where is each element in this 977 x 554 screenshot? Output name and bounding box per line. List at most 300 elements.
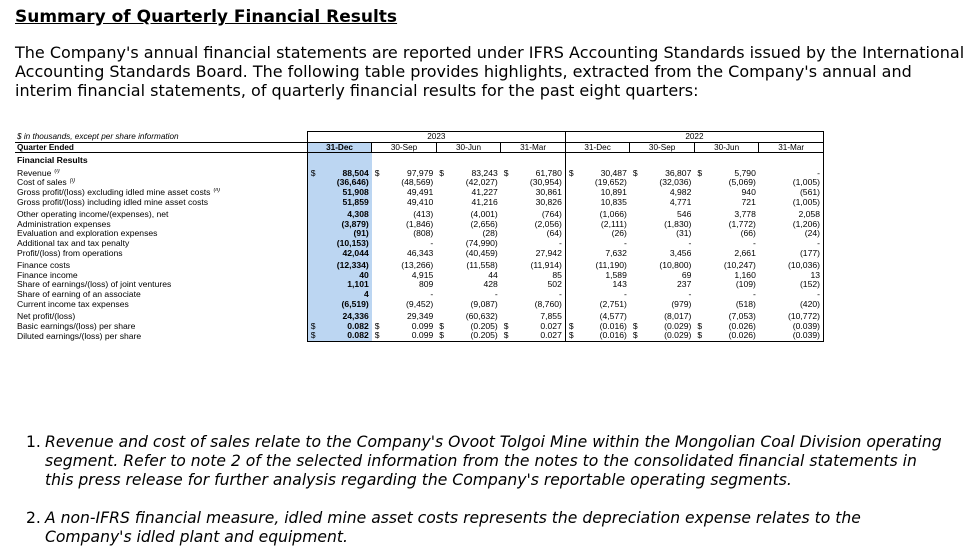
value-cell: 1,160 <box>734 270 756 280</box>
dollar-cell <box>694 153 708 169</box>
dollar-cell <box>694 249 708 259</box>
value-cell: (1,005) <box>773 178 824 188</box>
value-cell: 0.099 <box>411 321 434 331</box>
table-row <box>15 210 824 220</box>
section-row <box>15 153 824 169</box>
dollar-cell <box>372 261 386 271</box>
row-label <box>15 261 307 271</box>
page-title: Summary of Quarterly Financial Results <box>15 7 398 27</box>
section-label: Financial Results <box>17 155 88 166</box>
value-cell: (0.016) <box>579 331 629 341</box>
table-row <box>15 188 824 198</box>
dollar-cell <box>694 261 708 271</box>
dollar-cell <box>565 300 579 310</box>
value-cell: (42,027) <box>465 178 498 188</box>
value-cell: (0.016) <box>599 321 627 331</box>
row-label <box>15 169 307 179</box>
dollar-cell <box>759 280 773 290</box>
value-cell: (11,190) <box>595 261 627 271</box>
value-cell: 30,826 <box>515 198 565 208</box>
quarter-header-cell: 30-Sep <box>630 142 695 153</box>
dollar-cell <box>694 312 708 322</box>
dollar-cell <box>759 198 773 208</box>
dollar-cell <box>565 271 579 281</box>
dollar-cell <box>759 229 773 239</box>
dollar-cell <box>565 290 579 300</box>
value-cell: 4,982 <box>669 187 692 197</box>
value-cell: (11,914) <box>515 261 565 271</box>
dollar-cell <box>501 239 515 249</box>
value-cell: 0.099 <box>386 331 436 341</box>
value-cell: (2,656) <box>470 219 498 229</box>
dollar-cell <box>501 188 515 198</box>
dollar-cell <box>307 153 321 169</box>
dollar-cell <box>372 229 386 239</box>
dollar-cell <box>565 229 579 239</box>
dollar-cell <box>759 220 773 230</box>
quarter-header-cell: 30-Sep <box>372 142 437 153</box>
dollar-cell: $ <box>374 321 380 331</box>
value-cell: (8,017) <box>664 312 692 322</box>
dollar-cell <box>307 300 321 310</box>
value-cell: - <box>773 169 824 179</box>
row-label <box>15 229 307 239</box>
dollar-cell: $ <box>307 169 321 179</box>
value-cell: (24) <box>773 229 824 239</box>
dollar-cell <box>565 220 579 230</box>
quarter-header-row <box>15 142 824 153</box>
row-label <box>15 331 307 341</box>
units-note: $ in thousands, except per share information <box>17 132 179 141</box>
value-cell: (10,800) <box>659 261 692 271</box>
dollar-cell: $ <box>630 331 644 341</box>
dollar-cell <box>759 300 773 310</box>
dollar-cell: $ <box>503 168 509 178</box>
value-cell: 4 <box>321 290 371 300</box>
dollar-cell <box>694 271 708 281</box>
row-label <box>15 322 307 332</box>
value-cell: - <box>753 238 756 248</box>
value-cell: - <box>773 239 824 249</box>
value-cell <box>450 153 500 169</box>
value-cell: 69 <box>681 270 692 280</box>
intro-paragraph: The Company's annual financial statements are reported under IFRS Accounting Standards issued by the International Accounting Standards Board. The following table provides highlights, extracted from the Company's annual and interim financial statements, of quarterly financial results for the past eight quarters: <box>15 43 965 100</box>
value-cell: 428 <box>483 280 498 290</box>
value-cell: 30,487 <box>600 168 627 178</box>
row-label-text: Gross profit/(loss) including idled mine asset costs <box>17 197 209 207</box>
dollar-cell <box>372 153 386 169</box>
row-label <box>15 280 307 290</box>
row-label <box>15 210 307 220</box>
dollar-cell <box>307 249 321 259</box>
table-row <box>15 178 824 188</box>
dollar-cell: $ <box>374 168 380 178</box>
dollar-cell: $ <box>503 321 509 331</box>
row-label <box>15 300 307 310</box>
value-cell: (7,053) <box>728 312 756 322</box>
dollar-cell <box>436 280 450 290</box>
value-cell: (0.039) <box>773 331 824 341</box>
dollar-cell <box>501 312 515 322</box>
dollar-cell <box>630 312 644 322</box>
dollar-cell <box>307 280 321 290</box>
dollar-cell <box>436 239 450 249</box>
dollar-cell <box>694 239 708 249</box>
year-header-row <box>15 132 824 143</box>
dollar-cell <box>501 249 515 259</box>
dollar-cell <box>694 280 708 290</box>
dollar-cell: $ <box>372 331 386 341</box>
value-cell: 546 <box>677 210 692 220</box>
dollar-cell: $ <box>568 321 574 331</box>
footnote-text: A non-IFRS financial measure, idled mine asset costs represents the depreciation expense relates to the Company's idled plant and equipment. <box>45 509 861 546</box>
value-cell: (31) <box>676 229 692 239</box>
dollar-cell <box>436 300 450 310</box>
dollar-cell <box>565 312 579 322</box>
dollar-cell <box>565 280 579 290</box>
footnote-number: 2. <box>26 509 41 527</box>
value-cell: 143 <box>612 280 627 290</box>
dollar-cell: $ <box>307 322 321 332</box>
footnote-text: Revenue and cost of sales relate to the Company's Ovoot Tolgoi Mine within the Mongolian Coal Division operating segment. Refer to note 2 of the selected information from the notes to the consolidated financial statements in this press release for further analysis regarding the Company's reportable operating segments. <box>45 433 942 489</box>
dollar-cell <box>565 261 579 271</box>
dollar-cell <box>501 220 515 230</box>
dollar-cell <box>436 178 450 188</box>
table-row <box>15 280 824 290</box>
value-cell: 0.027 <box>515 322 565 332</box>
value-cell: 41,216 <box>471 197 498 207</box>
year-2022-header: 2022 <box>565 132 823 143</box>
row-label-text: Additional tax and tax penalty <box>17 238 130 248</box>
value-cell: (1,846) <box>406 219 434 229</box>
dollar-cell <box>307 220 321 230</box>
value-cell: (518) <box>735 299 756 309</box>
row-label-text: Profit/(loss) from operations <box>17 248 123 258</box>
value-cell: (11,558) <box>466 261 498 271</box>
value-cell: 502 <box>515 280 565 290</box>
dollar-cell <box>307 312 321 322</box>
dollar-cell <box>565 188 579 198</box>
value-cell: - <box>753 289 756 299</box>
table-row <box>15 249 824 259</box>
value-cell <box>321 153 371 169</box>
dollar-cell <box>630 153 644 169</box>
row-label-text: Current income tax expenses <box>17 299 129 309</box>
value-cell: 24,336 <box>321 312 371 322</box>
value-cell: 27,942 <box>515 249 565 259</box>
dollar-cell <box>372 300 386 310</box>
value-cell: (0.205) <box>450 331 500 341</box>
dollar-cell <box>759 239 773 249</box>
quarter-ended-label: Quarter Ended <box>15 142 307 153</box>
row-label <box>15 271 307 281</box>
dollar-cell <box>372 249 386 259</box>
dollar-cell <box>307 239 321 249</box>
value-cell: 41,227 <box>471 187 498 197</box>
dollar-cell <box>436 271 450 281</box>
year-2023-header: 2023 <box>307 132 565 143</box>
dollar-cell: $ <box>501 331 515 341</box>
value-cell: (764) <box>515 210 565 220</box>
row-label <box>15 178 307 188</box>
value-cell: (12,334) <box>321 261 371 271</box>
row-label-text: Other operating income/(expenses), net <box>17 210 169 220</box>
value-cell: (413) <box>413 210 434 220</box>
dollar-cell <box>436 220 450 230</box>
dollar-cell <box>307 198 321 208</box>
value-cell: 85 <box>515 271 565 281</box>
row-label <box>15 239 307 249</box>
dollar-cell: $ <box>632 321 638 331</box>
value-cell: (979) <box>671 299 692 309</box>
footnote-1 <box>26 433 945 490</box>
dollar-cell: $ <box>439 168 445 178</box>
dollar-cell: $ <box>307 331 321 341</box>
dollar-cell <box>694 229 708 239</box>
footnote-marker: (ii) <box>213 187 221 194</box>
table-row <box>15 198 824 208</box>
value-cell: (10,247) <box>723 261 756 271</box>
value-cell: (9,087) <box>470 299 498 309</box>
value-cell: 40 <box>321 271 371 281</box>
dollar-cell <box>759 153 773 169</box>
dollar-cell <box>759 322 773 332</box>
quarter-header-cell: 31-Dec <box>307 142 372 153</box>
value-cell: (561) <box>773 188 824 198</box>
table-row <box>15 271 824 281</box>
value-cell: (74,990) <box>465 238 498 248</box>
value-cell: 1,101 <box>321 280 371 290</box>
dollar-cell: $ <box>436 331 450 341</box>
value-cell: 721 <box>741 197 756 207</box>
dollar-cell <box>307 271 321 281</box>
value-cell: (64) <box>515 229 565 239</box>
value-cell: - <box>688 289 692 299</box>
value-cell: 46,343 <box>406 248 434 258</box>
value-cell: (1,066) <box>599 210 627 220</box>
dollar-cell <box>759 210 773 220</box>
table-row <box>15 239 824 249</box>
table-row <box>15 229 824 239</box>
dollar-cell <box>694 290 708 300</box>
dollar-cell <box>630 280 644 290</box>
value-cell: (10,772) <box>773 312 824 322</box>
row-label <box>15 220 307 230</box>
dollar-cell <box>694 300 708 310</box>
dollar-cell <box>630 249 644 259</box>
dollar-cell <box>436 249 450 259</box>
value-cell: (177) <box>773 249 824 259</box>
row-label <box>15 188 307 198</box>
dollar-cell <box>307 290 321 300</box>
value-cell: (0.039) <box>773 322 824 332</box>
dollar-cell <box>307 229 321 239</box>
value-cell: (30,954) <box>515 178 565 188</box>
footnote-marker: (i) <box>54 168 60 174</box>
dollar-cell <box>436 229 450 239</box>
value-cell: 97,979 <box>406 168 434 178</box>
row-label <box>15 198 307 208</box>
value-cell: (60,632) <box>465 312 498 322</box>
value-cell: 51,859 <box>321 198 371 208</box>
value-cell: 88,504 <box>321 169 371 179</box>
value-cell: 29,349 <box>406 312 434 322</box>
dollar-cell <box>630 220 644 230</box>
dollar-cell <box>372 220 386 230</box>
value-cell: 0.082 <box>321 331 371 341</box>
value-cell: (1,206) <box>773 220 824 230</box>
dollar-cell <box>694 210 708 220</box>
dollar-cell <box>759 290 773 300</box>
value-cell: (28) <box>482 229 498 239</box>
value-cell: 0.027 <box>515 331 565 341</box>
value-cell: (19,652) <box>594 178 627 188</box>
dollar-cell <box>372 271 386 281</box>
dollar-cell: $ <box>697 168 703 178</box>
dollar-cell <box>501 198 515 208</box>
table-row <box>15 300 824 310</box>
dollar-cell <box>372 290 386 300</box>
dollar-cell <box>501 290 515 300</box>
dollar-cell <box>436 188 450 198</box>
dollar-cell <box>630 188 644 198</box>
value-cell: (6,519) <box>321 300 371 310</box>
value-cell: 237 <box>677 280 692 290</box>
dollar-cell <box>501 210 515 220</box>
dollar-cell <box>565 210 579 220</box>
dollar-cell <box>436 210 450 220</box>
dollar-cell <box>565 198 579 208</box>
value-cell: (1,005) <box>773 198 824 208</box>
dollar-cell <box>630 210 644 220</box>
value-cell: (5,069) <box>728 178 756 188</box>
value-cell <box>515 153 565 169</box>
dollar-cell <box>436 312 450 322</box>
dollar-cell <box>630 198 644 208</box>
dollar-cell <box>694 198 708 208</box>
value-cell: 4,308 <box>321 210 371 220</box>
dollar-cell <box>630 239 644 249</box>
value-cell: (109) <box>735 280 756 290</box>
value-cell: (420) <box>773 300 824 310</box>
dollar-cell <box>501 280 515 290</box>
dollar-cell <box>372 188 386 198</box>
quarter-header-cell: 31-Dec <box>565 142 630 153</box>
value-cell: 44 <box>488 270 498 280</box>
table-row <box>15 322 824 332</box>
value-cell: - <box>515 239 565 249</box>
table-row <box>15 220 824 230</box>
row-label-text: Finance costs <box>17 261 71 271</box>
value-cell: (0.205) <box>470 321 498 331</box>
row-label-text: Net profit/(loss) <box>17 312 76 322</box>
value-cell: (2,056) <box>515 220 565 230</box>
dollar-cell <box>372 210 386 220</box>
value-cell: 36,807 <box>665 168 692 178</box>
quarter-header-cell: 31-Mar <box>501 142 566 153</box>
value-cell: 7,855 <box>515 312 565 322</box>
dollar-cell <box>759 271 773 281</box>
value-cell: (0.029) <box>644 331 694 341</box>
table-row <box>15 312 824 322</box>
value-cell: (48,569) <box>401 178 434 188</box>
value-cell: (1,772) <box>728 219 756 229</box>
value-cell: - <box>430 289 434 299</box>
value-cell: (0.026) <box>708 331 758 341</box>
value-cell: (10,036) <box>773 261 824 271</box>
value-cell: (36,646) <box>321 178 371 188</box>
dollar-cell <box>630 229 644 239</box>
dollar-cell <box>565 178 579 188</box>
dollar-cell <box>307 261 321 271</box>
dollar-cell <box>436 198 450 208</box>
dollar-cell <box>372 178 386 188</box>
value-cell: 10,835 <box>600 197 627 207</box>
value-cell: (8,760) <box>515 300 565 310</box>
dollar-cell <box>501 153 515 169</box>
dollar-cell <box>630 271 644 281</box>
dollar-cell: $ <box>439 321 445 331</box>
value-cell: (10,153) <box>321 239 371 249</box>
value-cell: 61,780 <box>515 169 565 179</box>
dollar-cell <box>630 290 644 300</box>
dollar-cell <box>565 153 579 169</box>
value-cell: - <box>773 290 824 300</box>
value-cell: (91) <box>321 229 371 239</box>
table-row <box>15 290 824 300</box>
value-cell: 49,491 <box>406 187 434 197</box>
value-cell: 2,058 <box>773 210 824 220</box>
value-cell: 3,456 <box>669 248 692 258</box>
value-cell: 83,243 <box>471 168 498 178</box>
value-cell: (808) <box>413 229 434 239</box>
value-cell: - <box>494 289 498 299</box>
row-label-text: Share of earnings/(loss) of joint ventures <box>17 280 172 290</box>
value-cell: - <box>688 238 692 248</box>
value-cell: 49,410 <box>406 197 434 207</box>
dollar-cell <box>694 220 708 230</box>
dollar-cell <box>565 249 579 259</box>
value-cell: 4,915 <box>411 270 434 280</box>
value-cell: (2,751) <box>599 299 627 309</box>
value-cell: 940 <box>741 187 756 197</box>
row-label-text: Finance income <box>17 270 78 280</box>
value-cell: - <box>515 290 565 300</box>
row-label-text: Gross profit/(loss) excluding idled mine asset costs <box>17 187 211 197</box>
dollar-cell <box>307 188 321 198</box>
dollar-cell <box>694 178 708 188</box>
dollar-cell: $ <box>568 168 574 178</box>
value-cell <box>773 153 824 169</box>
dollar-cell: $ <box>565 331 579 341</box>
dollar-cell: $ <box>632 168 638 178</box>
value-cell: (4,577) <box>599 312 627 322</box>
dollar-cell <box>501 300 515 310</box>
dollar-cell <box>630 261 644 271</box>
dollar-cell <box>759 331 773 341</box>
dollar-cell <box>501 261 515 271</box>
table-row <box>15 169 824 179</box>
footnote-number: 1. <box>26 433 41 451</box>
value-cell: 7,632 <box>605 248 627 258</box>
dollar-cell <box>630 300 644 310</box>
value-cell: (4,001) <box>470 210 498 220</box>
value-cell: 30,861 <box>515 188 565 198</box>
table-row <box>15 331 824 341</box>
dollar-cell <box>759 188 773 198</box>
dollar-cell <box>694 188 708 198</box>
value-cell: (32,036) <box>659 178 692 188</box>
